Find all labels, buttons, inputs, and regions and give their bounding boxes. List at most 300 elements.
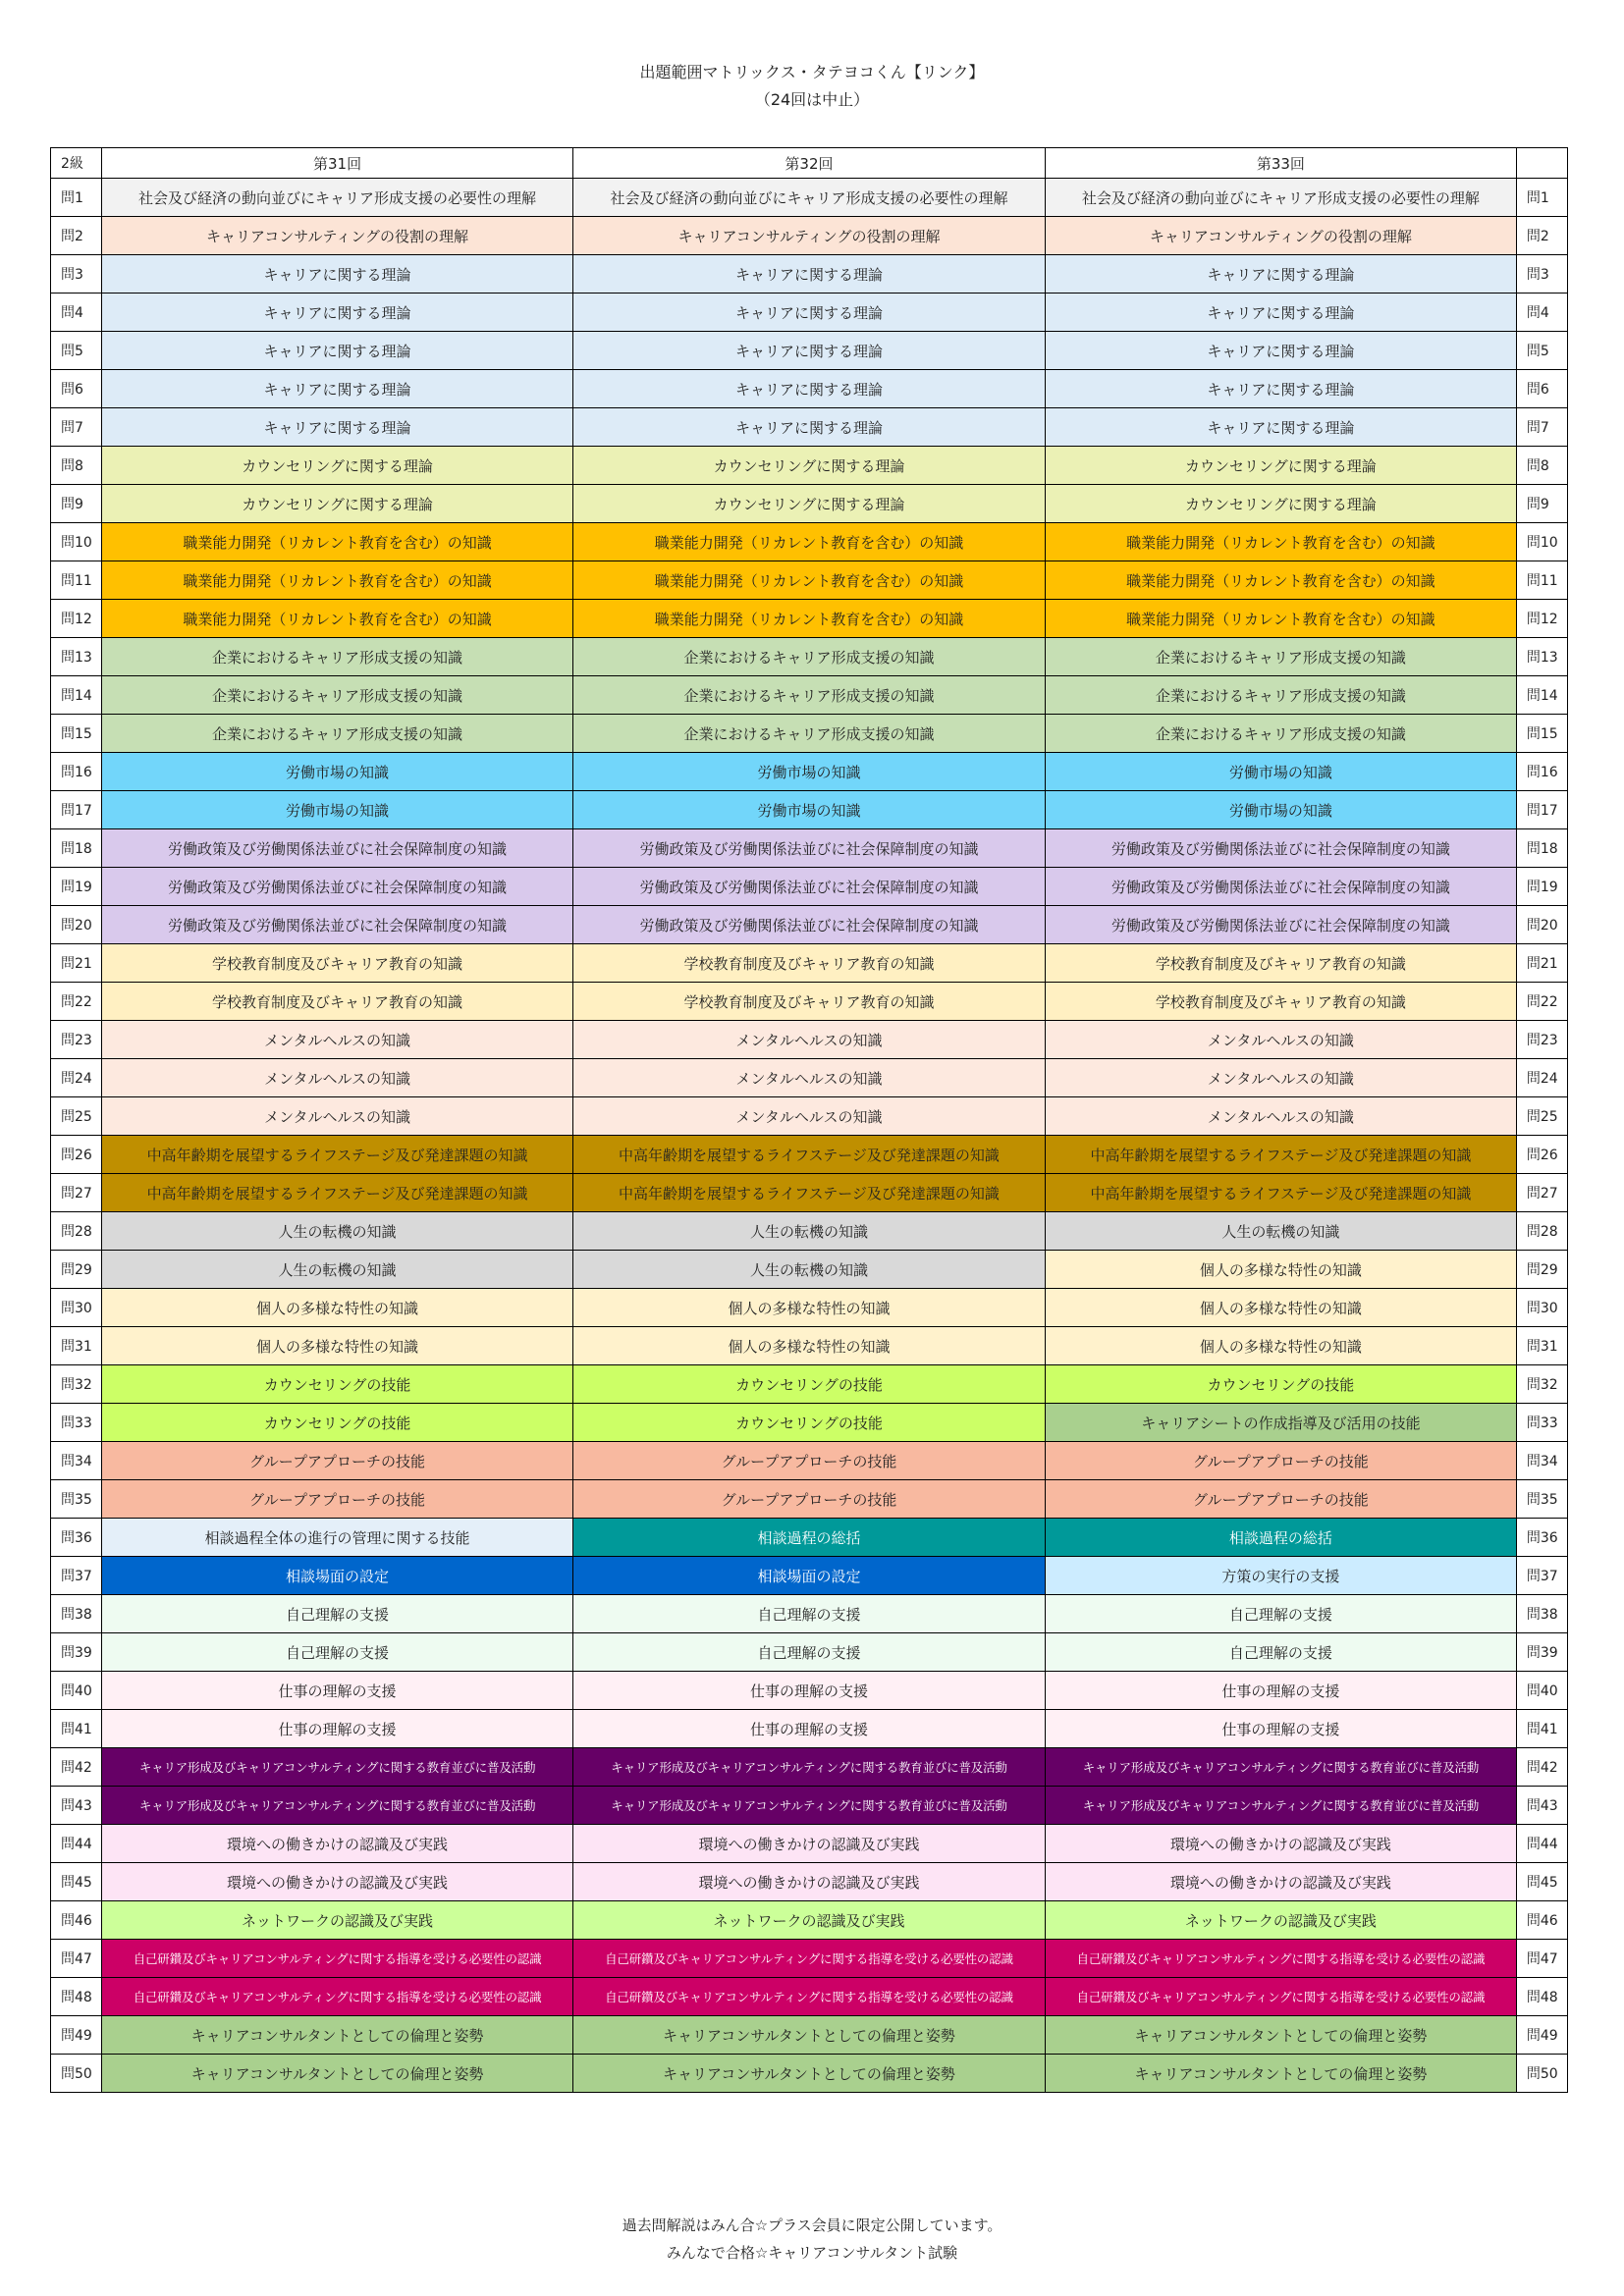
- topic-cell: 中高年齢期を展望するライフステージ及び発達課題の知識: [102, 1136, 573, 1174]
- question-number: 問26: [51, 1136, 102, 1174]
- question-number: 問18: [51, 829, 102, 868]
- question-number-right: 問12: [1516, 600, 1567, 638]
- table-row: [51, 1365, 1568, 1404]
- page-title[interactable]: 出題範囲マトリックス・タテヨコくん【リンク】: [639, 63, 985, 81]
- question-number: 問24: [51, 1059, 102, 1097]
- topic-cell: キャリア形成及びキャリアコンサルティングに関する教育並びに普及活動: [102, 1787, 573, 1825]
- topic-cell: キャリアに関する理論: [1045, 294, 1516, 332]
- question-number: 問7: [51, 408, 102, 447]
- question-number-right: 問37: [1516, 1557, 1567, 1595]
- question-number: 問16: [51, 753, 102, 791]
- topic-cell: 仕事の理解の支援: [1045, 1672, 1516, 1710]
- topic-cell: キャリアに関する理論: [102, 294, 573, 332]
- question-number: 問6: [51, 370, 102, 408]
- table-row: [51, 217, 1568, 255]
- topic-cell: 職業能力開発（リカレント教育を含む）の知識: [573, 523, 1046, 561]
- topic-cell: 人生の転機の知識: [102, 1251, 573, 1289]
- topic-cell: 学校教育制度及びキャリア教育の知識: [102, 983, 573, 1021]
- table-row: [51, 2055, 1568, 2093]
- topic-cell: 人生の転機の知識: [573, 1212, 1046, 1251]
- topic-cell: キャリアに関する理論: [102, 332, 573, 370]
- question-number-right: 問23: [1516, 1021, 1567, 1059]
- topic-cell: 企業におけるキャリア形成支援の知識: [1045, 676, 1516, 715]
- topic-cell: カウンセリングに関する理論: [1045, 485, 1516, 523]
- topic-cell: 労働市場の知識: [102, 791, 573, 829]
- topic-cell: カウンセリングの技能: [102, 1404, 573, 1442]
- topic-cell: カウンセリングに関する理論: [573, 485, 1046, 523]
- question-number-right: 問15: [1516, 715, 1567, 753]
- question-number: 問27: [51, 1174, 102, 1212]
- topic-cell: キャリアコンサルタントとしての倫理と姿勢: [102, 2055, 573, 2093]
- question-number-right: 問46: [1516, 1901, 1567, 1940]
- topic-cell: 人生の転機の知識: [1045, 1212, 1516, 1251]
- table-row: [51, 600, 1568, 638]
- topic-cell: 自己理解の支援: [102, 1633, 573, 1672]
- topic-cell: 仕事の理解の支援: [1045, 1710, 1516, 1748]
- topic-cell: グループアプローチの技能: [1045, 1480, 1516, 1519]
- question-number: 問5: [51, 332, 102, 370]
- topic-cell: メンタルヘルスの知識: [573, 1059, 1046, 1097]
- question-number: 問23: [51, 1021, 102, 1059]
- matrix-body: [51, 179, 1568, 2093]
- topic-cell: 相談過程の総括: [1045, 1519, 1516, 1557]
- topic-cell: グループアプローチの技能: [1045, 1442, 1516, 1480]
- question-number: 問3: [51, 255, 102, 294]
- topic-cell: カウンセリングに関する理論: [573, 447, 1046, 485]
- topic-cell: 環境への働きかけの認識及び実践: [1045, 1863, 1516, 1901]
- table-row: [51, 1174, 1568, 1212]
- question-number-right: 問30: [1516, 1289, 1567, 1327]
- question-number: 問11: [51, 561, 102, 600]
- topic-cell: キャリアに関する理論: [1045, 332, 1516, 370]
- table-row: [51, 1825, 1568, 1863]
- question-number-right: 問31: [1516, 1327, 1567, 1365]
- question-number-right: 問26: [1516, 1136, 1567, 1174]
- table-row: [51, 715, 1568, 753]
- table-row: [51, 829, 1568, 868]
- topic-cell: 職業能力開発（リカレント教育を含む）の知識: [573, 600, 1046, 638]
- question-number: 問12: [51, 600, 102, 638]
- topic-cell: 中高年齢期を展望するライフステージ及び発達課題の知識: [1045, 1136, 1516, 1174]
- topic-cell: キャリア形成及びキャリアコンサルティングに関する教育並びに普及活動: [1045, 1787, 1516, 1825]
- topic-cell: カウンセリングの技能: [573, 1404, 1046, 1442]
- topic-cell: カウンセリングの技能: [1045, 1365, 1516, 1404]
- question-number-right: 問5: [1516, 332, 1567, 370]
- question-number: 問10: [51, 523, 102, 561]
- topic-cell: グループアプローチの技能: [573, 1442, 1046, 1480]
- question-number: 問29: [51, 1251, 102, 1289]
- topic-cell: 労働政策及び労働関係法並びに社会保障制度の知識: [102, 829, 573, 868]
- question-number-right: 問42: [1516, 1748, 1567, 1787]
- table-row: [51, 1212, 1568, 1251]
- topic-cell: 環境への働きかけの認識及び実践: [1045, 1825, 1516, 1863]
- table-row: [51, 1059, 1568, 1097]
- table-row: [51, 447, 1568, 485]
- table-row: [51, 1787, 1568, 1825]
- table-row: [51, 1289, 1568, 1327]
- topic-cell: カウンセリングに関する理論: [1045, 447, 1516, 485]
- question-number-right: 問32: [1516, 1365, 1567, 1404]
- topic-cell: 学校教育制度及びキャリア教育の知識: [102, 944, 573, 983]
- table-row: [51, 753, 1568, 791]
- question-number-right: 問38: [1516, 1595, 1567, 1633]
- question-number-right: 問48: [1516, 1978, 1567, 2016]
- topic-cell: キャリアコンサルティングの役割の理解: [1045, 217, 1516, 255]
- question-number-right: 問4: [1516, 294, 1567, 332]
- table-row: [51, 1519, 1568, 1557]
- table-row: [51, 1940, 1568, 1978]
- topic-cell: 個人の多様な特性の知識: [1045, 1289, 1516, 1327]
- question-number-right: 問10: [1516, 523, 1567, 561]
- column-header-32: 第32回: [573, 148, 1046, 179]
- table-row: [51, 1251, 1568, 1289]
- topic-cell: 人生の転機の知識: [573, 1251, 1046, 1289]
- topic-cell: グループアプローチの技能: [573, 1480, 1046, 1519]
- table-row: [51, 332, 1568, 370]
- table-row: [51, 906, 1568, 944]
- topic-cell: 仕事の理解の支援: [573, 1710, 1046, 1748]
- topic-cell: 自己研鑽及びキャリアコンサルティングに関する指導を受ける必要性の認識: [1045, 1978, 1516, 2016]
- topic-cell: 仕事の理解の支援: [573, 1672, 1046, 1710]
- topic-cell: 個人の多様な特性の知識: [102, 1327, 573, 1365]
- topic-cell: 自己理解の支援: [102, 1595, 573, 1633]
- topic-cell: キャリアコンサルタントとしての倫理と姿勢: [1045, 2016, 1516, 2055]
- table-row: [51, 179, 1568, 217]
- question-number-right: 問1: [1516, 179, 1567, 217]
- table-row: [51, 1557, 1568, 1595]
- topic-cell: 相談場面の設定: [102, 1557, 573, 1595]
- topic-cell: 職業能力開発（リカレント教育を含む）の知識: [102, 561, 573, 600]
- topic-cell: メンタルヘルスの知識: [573, 1097, 1046, 1136]
- topic-cell: キャリアに関する理論: [573, 332, 1046, 370]
- topic-cell: 個人の多様な特性の知識: [1045, 1251, 1516, 1289]
- topic-cell: キャリア形成及びキャリアコンサルティングに関する教育並びに普及活動: [102, 1748, 573, 1787]
- topic-cell: 労働市場の知識: [1045, 753, 1516, 791]
- topic-cell: 労働政策及び労働関係法並びに社会保障制度の知識: [102, 868, 573, 906]
- topic-cell: 労働政策及び労働関係法並びに社会保障制度の知識: [1045, 906, 1516, 944]
- question-number: 問13: [51, 638, 102, 676]
- topic-cell: キャリアコンサルタントとしての倫理と姿勢: [573, 2016, 1046, 2055]
- topic-cell: キャリアに関する理論: [102, 408, 573, 447]
- topic-cell: 中高年齢期を展望するライフステージ及び発達課題の知識: [1045, 1174, 1516, 1212]
- question-number-right: 問27: [1516, 1174, 1567, 1212]
- topic-cell: 環境への働きかけの認識及び実践: [573, 1863, 1046, 1901]
- topic-cell: 職業能力開発（リカレント教育を含む）の知識: [573, 561, 1046, 600]
- table-row: [51, 676, 1568, 715]
- table-row: [51, 1672, 1568, 1710]
- question-number: 問49: [51, 2016, 102, 2055]
- table-row: [51, 561, 1568, 600]
- question-number: 問36: [51, 1519, 102, 1557]
- topic-cell: 中高年齢期を展望するライフステージ及び発達課題の知識: [102, 1174, 573, 1212]
- table-row: [51, 1021, 1568, 1059]
- table-row: [51, 1633, 1568, 1672]
- question-number: 問50: [51, 2055, 102, 2093]
- topic-cell: 企業におけるキャリア形成支援の知識: [102, 638, 573, 676]
- question-number-right: 問13: [1516, 638, 1567, 676]
- question-number: 問31: [51, 1327, 102, 1365]
- topic-cell: キャリアに関する理論: [573, 370, 1046, 408]
- topic-cell: カウンセリングの技能: [573, 1365, 1046, 1404]
- topic-cell: キャリアに関する理論: [573, 294, 1046, 332]
- topic-cell: 労働政策及び労働関係法並びに社会保障制度の知識: [102, 906, 573, 944]
- topic-cell: 自己研鑽及びキャリアコンサルティングに関する指導を受ける必要性の認識: [573, 1978, 1046, 2016]
- level-header: 2級: [51, 148, 102, 179]
- question-number: 問2: [51, 217, 102, 255]
- question-number: 問9: [51, 485, 102, 523]
- question-number: 問15: [51, 715, 102, 753]
- topic-cell: 労働政策及び労働関係法並びに社会保障制度の知識: [573, 829, 1046, 868]
- question-number-right: 問11: [1516, 561, 1567, 600]
- question-number: 問32: [51, 1365, 102, 1404]
- topic-cell: 社会及び経済の動向並びにキャリア形成支援の必要性の理解: [102, 179, 573, 217]
- topic-cell: 自己理解の支援: [1045, 1633, 1516, 1672]
- topic-cell: キャリアコンサルタントとしての倫理と姿勢: [102, 2016, 573, 2055]
- topic-cell: ネットワークの認識及び実践: [573, 1901, 1046, 1940]
- question-number-right: 問40: [1516, 1672, 1567, 1710]
- question-number-right: 問47: [1516, 1940, 1567, 1978]
- question-number-right: 問36: [1516, 1519, 1567, 1557]
- topic-cell: 企業におけるキャリア形成支援の知識: [102, 676, 573, 715]
- table-row: [51, 791, 1568, 829]
- table-row: [51, 868, 1568, 906]
- topic-cell: 企業におけるキャリア形成支援の知識: [573, 715, 1046, 753]
- question-number-right: 問25: [1516, 1097, 1567, 1136]
- table-row: [51, 1748, 1568, 1787]
- table-row: [51, 255, 1568, 294]
- topic-cell: 企業におけるキャリア形成支援の知識: [1045, 638, 1516, 676]
- question-number-right: 問50: [1516, 2055, 1567, 2093]
- topic-cell: 自己研鑽及びキャリアコンサルティングに関する指導を受ける必要性の認識: [1045, 1940, 1516, 1978]
- question-number-right: 問9: [1516, 485, 1567, 523]
- question-number-right: 問17: [1516, 791, 1567, 829]
- question-number-right: 問45: [1516, 1863, 1567, 1901]
- table-row: [51, 983, 1568, 1021]
- question-number-right: 問35: [1516, 1480, 1567, 1519]
- question-number: 問21: [51, 944, 102, 983]
- question-number: 問17: [51, 791, 102, 829]
- question-number-right: 問22: [1516, 983, 1567, 1021]
- question-number-right: 問6: [1516, 370, 1567, 408]
- topic-cell: 労働市場の知識: [573, 791, 1046, 829]
- topic-cell: 環境への働きかけの認識及び実践: [102, 1825, 573, 1863]
- topic-cell: グループアプローチの技能: [102, 1480, 573, 1519]
- topic-cell: 学校教育制度及びキャリア教育の知識: [1045, 944, 1516, 983]
- topic-cell: 企業におけるキャリア形成支援の知識: [573, 676, 1046, 715]
- topic-cell: キャリアに関する理論: [1045, 370, 1516, 408]
- topic-cell: メンタルヘルスの知識: [102, 1021, 573, 1059]
- question-number-right: 問3: [1516, 255, 1567, 294]
- topic-cell: 労働市場の知識: [1045, 791, 1516, 829]
- table-row: [51, 1901, 1568, 1940]
- topic-cell: 労働政策及び労働関係法並びに社会保障制度の知識: [573, 906, 1046, 944]
- topic-cell: メンタルヘルスの知識: [102, 1097, 573, 1136]
- topic-cell: 企業におけるキャリア形成支援の知識: [102, 715, 573, 753]
- table-row: [51, 1097, 1568, 1136]
- topic-cell: キャリアに関する理論: [102, 255, 573, 294]
- topic-cell: キャリアに関する理論: [1045, 408, 1516, 447]
- table-row: [51, 523, 1568, 561]
- topic-cell: 学校教育制度及びキャリア教育の知識: [1045, 983, 1516, 1021]
- question-number-right: 問33: [1516, 1404, 1567, 1442]
- topic-cell: 労働市場の知識: [102, 753, 573, 791]
- right-header: [1516, 148, 1567, 179]
- question-number: 問35: [51, 1480, 102, 1519]
- table-row: [51, 370, 1568, 408]
- question-number-right: 問18: [1516, 829, 1567, 868]
- topic-cell: 自己理解の支援: [573, 1595, 1046, 1633]
- topic-cell: 環境への働きかけの認識及び実践: [573, 1825, 1046, 1863]
- topic-cell: 職業能力開発（リカレント教育を含む）の知識: [102, 600, 573, 638]
- question-number: 問48: [51, 1978, 102, 2016]
- question-number-right: 問28: [1516, 1212, 1567, 1251]
- topic-cell: キャリア形成及びキャリアコンサルティングに関する教育並びに普及活動: [573, 1787, 1046, 1825]
- topic-cell: 職業能力開発（リカレント教育を含む）の知識: [1045, 561, 1516, 600]
- topic-cell: 個人の多様な特性の知識: [102, 1289, 573, 1327]
- topic-cell: キャリアに関する理論: [573, 408, 1046, 447]
- question-number: 問43: [51, 1787, 102, 1825]
- topic-cell: 企業におけるキャリア形成支援の知識: [573, 638, 1046, 676]
- topic-cell: キャリアコンサルティングの役割の理解: [573, 217, 1046, 255]
- question-number-right: 問41: [1516, 1710, 1567, 1748]
- topic-cell: 個人の多様な特性の知識: [573, 1289, 1046, 1327]
- question-number: 問37: [51, 1557, 102, 1595]
- topic-cell: ネットワークの認識及び実践: [1045, 1901, 1516, 1940]
- table-row: [51, 638, 1568, 676]
- question-number: 問34: [51, 1442, 102, 1480]
- table-row: [51, 1595, 1568, 1633]
- question-number-right: 問21: [1516, 944, 1567, 983]
- exam-matrix-table: [50, 147, 1568, 2093]
- topic-cell: 相談過程全体の進行の管理に関する技能: [102, 1519, 573, 1557]
- question-number: 問38: [51, 1595, 102, 1633]
- table-row: [51, 485, 1568, 523]
- topic-cell: カウンセリングに関する理論: [102, 447, 573, 485]
- table-row: [51, 2016, 1568, 2055]
- table-row: [51, 1978, 1568, 2016]
- topic-cell: キャリアシートの作成指導及び活用の技能: [1045, 1404, 1516, 1442]
- question-number-right: 問2: [1516, 217, 1567, 255]
- topic-cell: キャリアコンサルタントとしての倫理と姿勢: [573, 2055, 1046, 2093]
- question-number: 問45: [51, 1863, 102, 1901]
- topic-cell: 中高年齢期を展望するライフステージ及び発達課題の知識: [573, 1136, 1046, 1174]
- topic-cell: 仕事の理解の支援: [102, 1672, 573, 1710]
- topic-cell: キャリアコンサルタントとしての倫理と姿勢: [1045, 2055, 1516, 2093]
- topic-cell: カウンセリングの技能: [102, 1365, 573, 1404]
- table-row: [51, 944, 1568, 983]
- footer: [0, 2212, 1624, 2267]
- table-row: [51, 1404, 1568, 1442]
- topic-cell: キャリア形成及びキャリアコンサルティングに関する教育並びに普及活動: [573, 1748, 1046, 1787]
- topic-cell: 企業におけるキャリア形成支援の知識: [1045, 715, 1516, 753]
- question-number-right: 問19: [1516, 868, 1567, 906]
- table-row: [51, 294, 1568, 332]
- topic-cell: 人生の転機の知識: [102, 1212, 573, 1251]
- topic-cell: 自己研鑽及びキャリアコンサルティングに関する指導を受ける必要性の認識: [573, 1940, 1046, 1978]
- table-row: [51, 1480, 1568, 1519]
- question-number: 問20: [51, 906, 102, 944]
- topic-cell: 自己研鑽及びキャリアコンサルティングに関する指導を受ける必要性の認識: [102, 1978, 573, 2016]
- topic-cell: 労働政策及び労働関係法並びに社会保障制度の知識: [1045, 868, 1516, 906]
- topic-cell: 職業能力開発（リカレント教育を含む）の知識: [102, 523, 573, 561]
- question-number: 問47: [51, 1940, 102, 1978]
- question-number-right: 問39: [1516, 1633, 1567, 1672]
- topic-cell: キャリアに関する理論: [573, 255, 1046, 294]
- topic-cell: 社会及び経済の動向並びにキャリア形成支援の必要性の理解: [1045, 179, 1516, 217]
- question-number-right: 問29: [1516, 1251, 1567, 1289]
- title-block: [0, 59, 1624, 114]
- footer-note: 過去問解説はみん合☆プラス会員に限定公開しています。: [622, 2216, 1002, 2234]
- table-row: [51, 1442, 1568, 1480]
- topic-cell: 仕事の理解の支援: [102, 1710, 573, 1748]
- topic-cell: キャリアに関する理論: [102, 370, 573, 408]
- question-number-right: 問49: [1516, 2016, 1567, 2055]
- topic-cell: キャリアコンサルティングの役割の理解: [102, 217, 573, 255]
- table-row: [51, 408, 1568, 447]
- question-number: 問22: [51, 983, 102, 1021]
- question-number-right: 問34: [1516, 1442, 1567, 1480]
- question-number: 問4: [51, 294, 102, 332]
- question-number: 問44: [51, 1825, 102, 1863]
- topic-cell: キャリアに関する理論: [1045, 255, 1516, 294]
- topic-cell: ネットワークの認識及び実践: [102, 1901, 573, 1940]
- topic-cell: メンタルヘルスの知識: [1045, 1059, 1516, 1097]
- topic-cell: メンタルヘルスの知識: [573, 1021, 1046, 1059]
- question-number: 問41: [51, 1710, 102, 1748]
- topic-cell: 中高年齢期を展望するライフステージ及び発達課題の知識: [573, 1174, 1046, 1212]
- question-number: 問28: [51, 1212, 102, 1251]
- question-number: 問42: [51, 1748, 102, 1787]
- topic-cell: カウンセリングに関する理論: [102, 485, 573, 523]
- question-number: 問14: [51, 676, 102, 715]
- question-number-right: 問8: [1516, 447, 1567, 485]
- topic-cell: 相談過程の総括: [573, 1519, 1046, 1557]
- topic-cell: 学校教育制度及びキャリア教育の知識: [573, 944, 1046, 983]
- table-row: [51, 1136, 1568, 1174]
- question-number: 問1: [51, 179, 102, 217]
- topic-cell: 個人の多様な特性の知識: [1045, 1327, 1516, 1365]
- topic-cell: メンタルヘルスの知識: [102, 1059, 573, 1097]
- topic-cell: 社会及び経済の動向並びにキャリア形成支援の必要性の理解: [573, 179, 1046, 217]
- question-number-right: 問43: [1516, 1787, 1567, 1825]
- question-number: 問25: [51, 1097, 102, 1136]
- topic-cell: 相談場面の設定: [573, 1557, 1046, 1595]
- topic-cell: 学校教育制度及びキャリア教育の知識: [573, 983, 1046, 1021]
- topic-cell: 個人の多様な特性の知識: [573, 1327, 1046, 1365]
- header-row: [51, 148, 1568, 179]
- question-number-right: 問7: [1516, 408, 1567, 447]
- table-row: [51, 1710, 1568, 1748]
- question-number-right: 問24: [1516, 1059, 1567, 1097]
- topic-cell: メンタルヘルスの知識: [1045, 1021, 1516, 1059]
- column-header-33: 第33回: [1045, 148, 1516, 179]
- question-number: 問8: [51, 447, 102, 485]
- topic-cell: 職業能力開発（リカレント教育を含む）の知識: [1045, 523, 1516, 561]
- footer-site-name: みんなで合格☆キャリアコンサルタント試験: [666, 2244, 958, 2262]
- question-number-right: 問16: [1516, 753, 1567, 791]
- topic-cell: 方策の実行の支援: [1045, 1557, 1516, 1595]
- question-number-right: 問20: [1516, 906, 1567, 944]
- question-number: 問40: [51, 1672, 102, 1710]
- question-number-right: 問44: [1516, 1825, 1567, 1863]
- topic-cell: 職業能力開発（リカレント教育を含む）の知識: [1045, 600, 1516, 638]
- question-number: 問33: [51, 1404, 102, 1442]
- column-header-31: 第31回: [102, 148, 573, 179]
- question-number: 問19: [51, 868, 102, 906]
- page-subtitle: （24回は中止）: [754, 90, 870, 109]
- table-row: [51, 1863, 1568, 1901]
- topic-cell: 労働政策及び労働関係法並びに社会保障制度の知識: [1045, 829, 1516, 868]
